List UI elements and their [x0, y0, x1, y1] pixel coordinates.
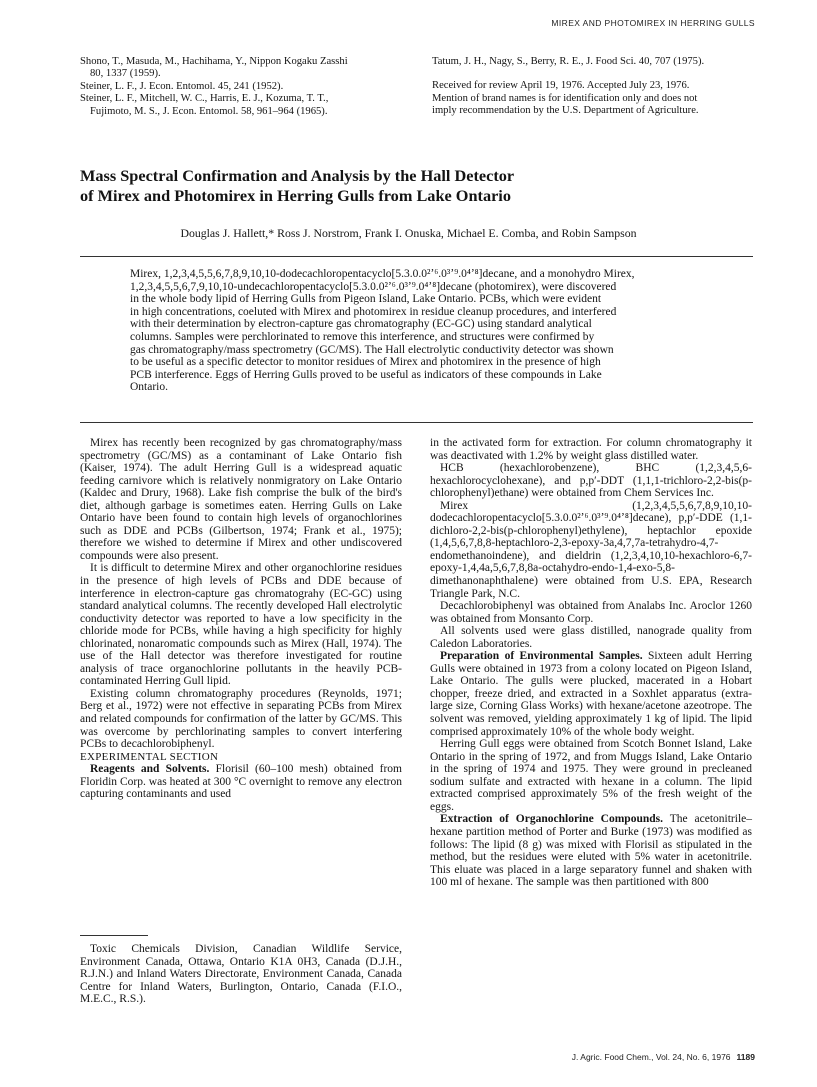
- right-column: [430, 437, 752, 889]
- footnote-rule: [80, 935, 148, 936]
- abstract-line: with their determination by electron-capture gas chromatography (EC-GC) using standard analytical: [130, 318, 592, 331]
- paragraph: Mirex has recently been recognized by gas chromatography/mass spectrometry (GC/MS) as a contaminant of Lake Ontario fish (Kaiser, 1974). The adult Herring Gull is a widespread aquatic feeding carnivore which is relatively nonmigratory on Lake Ontario (Kaldec and Drury, 1968). Lake fish comprise the bulk of the bird's diet, although garbage is sometimes eaten. Herring Gulls on Lake Ontario have been found to contain high levels of organochlorines such as DDE and PCBs (Gilbertson, 1974; Frank et al., 1975); therefore we wished to determine if Mirex and other undiscovered compounds were also present.: [80, 437, 402, 562]
- title-line: of Mirex and Photomirex in Herring Gulls from Lake Ontario: [80, 186, 511, 205]
- rule-top: [80, 256, 753, 257]
- paragraph: Decachlorobiphenyl was obtained from Analabs Inc. Aroclor 1260 was obtained from Monsanto Corp.: [430, 600, 752, 625]
- paragraph: [80, 763, 402, 801]
- abstract-line: PCB interference. Eggs of Herring Gulls proved to be useful as indicators of these compounds in Lake: [130, 368, 602, 381]
- received-note: Received for review April 19, 1976. Accepted July 23, 1976.: [432, 80, 690, 92]
- abstract-line: Ontario.: [130, 381, 169, 394]
- author-list: Douglas J. Hallett,* Ross J. Norstrom, Frank I. Onuska, Michael E. Comba, and Robin Sampson: [180, 226, 637, 240]
- references-right: [432, 56, 752, 118]
- paragraph-text: The acetonitrile–hexane partition method of Porter and Burke (1973) was modified as follows: The lipid (8 g) was mixed with Florisil as stipulated in the method, but the residues were eluted with 5% water in acetonitrile. This eluate was placed in a large separatory funnel and shaken with 100 ml of hexane. The sample was then partitioned with 800: [430, 813, 752, 889]
- brand-disclaimer: Mention of brand names is for identification only and does not: [432, 92, 698, 104]
- paragraph: [430, 813, 752, 888]
- article-title: [80, 166, 740, 206]
- section-heading: EXPERIMENTAL SECTION: [80, 750, 219, 763]
- paragraph-text: Sixteen adult Herring Gulls were obtained in 1973 from a colony located on Pigeon Island, Lake Ontario. The gulls were plucked, macerated in a Hobart chopper, freeze dried, and extracted in a Soxhlet apparatus (extra-large size, Corning Glass Works) with hexane/acetone azeotrope. The solvent was removed, yielding approximately 1 kg of lipid. The lipid comprised approximately 10% of the whole body weight.: [430, 650, 752, 738]
- paragraph: [430, 650, 752, 738]
- paragraph: Herring Gull eggs were obtained from Scotch Bonnet Island, Lake Ontario in the spring of 1972, and from Muggs Island, Lake Ontario in the spring of 1974 and 1975. They were ground in precleaned sodium sulfate and extracted with hexane in a column. The lipid extracted comprised approximately 5% of the fresh weight of the eggs.: [430, 738, 752, 813]
- abstract-line: Mirex, 1,2,3,4,5,5,6,7,8,9,10,10-dodecachloropentacyclo[5.3.0.0²ʼ⁶.0³ʼ⁹.0⁴ʼ⁸]decane, and a monohydro Mirex,: [130, 268, 635, 280]
- paragraph: Mirex (1,2,3,4,5,5,6,7,8,9,10,10-dodecachloropentacyclo[5.3.0.0²ʼ⁶.0³ʼ⁹.0⁴ʼ⁸]decane), p,p′-DDE (1,1-dichloro-2,2-bis(p-chlorophenyl)ethylene), heptachlor epoxide (1,4,5,6,7,8,8-heptachloro-2,3-epoxy-3a,4,7,7a-tetrahydro-4,7-endomethanoindene), and dieldrin (1,2,3,4,10,10-hexachloro-6,7-epoxy-1,4,4a,5,6,7,8,8a-octahydro-endo-1,4-exo-5,8-dimethanonaphthalene) were obtained from U.S. EPA, Research Triangle Park, N.C.: [430, 499, 752, 600]
- abstract-line: in high concentrations, coeluted with Mirex and photomirex in residue cleanup procedures, and interfered: [130, 305, 617, 318]
- page-number: 1189: [736, 1052, 755, 1062]
- reference: Steiner, L. F., J. Econ. Entomol. 45, 241 (1952).: [80, 80, 284, 92]
- abstract-line: gas chromatography/mass spectrometry (GC/MS). The Hall electrolytic conductivity detector was shown: [130, 343, 614, 356]
- run-in-heading: Extraction of Organochlorine Compounds.: [440, 813, 663, 826]
- run-in-heading: Preparation of Environmental Samples.: [440, 650, 643, 663]
- abstract-line: 1,2,3,4,5,5,6,7,9,10,10-undecachloropentacyclo[5.3.0.0²ʼ⁶.0³ʼ⁹.0⁴ʼ⁸]decane (photomirex), were discovered: [130, 280, 617, 293]
- reference-continuation: 80, 1337 (1959).: [90, 68, 161, 80]
- paragraph: Existing column chromatography procedures (Reynolds, 1971; Berg et al., 1972) were not effective in separating PCBs from Mirex and related compounds for confirmation of the latter by GC/MS. This was overcome by perchlorinating samples to convert interfering PCBs to decachlorobiphenyl.: [80, 687, 402, 751]
- references-left: [80, 56, 410, 118]
- paragraph: in the activated form for extraction. For column chromatography it was deactivated with 1.2% by weight glass distilled water.: [430, 437, 752, 462]
- brand-disclaimer: imply recommendation by the U.S. Department of Agriculture.: [432, 105, 699, 117]
- abstract: [130, 268, 690, 394]
- affiliation-footnote: [80, 943, 402, 1006]
- abstract-line: to be useful as a specific detector to monitor residues of Mirex and photomirex in the presence of high: [130, 356, 601, 369]
- reference: Steiner, L. F., Mitchell, W. C., Harris, E. J., Kozuma, T. T.,: [80, 93, 329, 105]
- paragraph: It is difficult to determine Mirex and other organochlorine residues in the presence of high levels of PCBs and DDE because of interference in electron-capture gas chromatograhy (EC-GC) using standard analytical columns. The recently developed Hall electrolytic conductivity detector was reported to have a low specificity in the chloride mode for PCBs, while having a high specificity for highly chlorinated, nonaromatic compounds such as Mirex (Hall, 1974). The use of the Hall detector was therefore investigated for routine analysis of trace organochlorine pollutants in the heavily PCB-contaminated Herring Gull lipid.: [80, 562, 402, 688]
- paragraph: HCB (hexachlorobenzene), BHC (1,2,3,4,5,6-hexachlorocyclohexane), and p,p′-DDT (1,1,1-trichloro-2,2-bis(p-chlorophenyl)ethane) were obtained from Chem Services Inc.: [430, 462, 752, 500]
- page-footer: [572, 1052, 755, 1062]
- reference-continuation: Fujimoto, M. S., J. Econ. Entomol. 58, 961–964 (1965).: [90, 105, 328, 117]
- footnote-text: Toxic Chemicals Division, Canadian Wildlife Service, Environment Canada, Ottawa, Ontario K1A 0H3, Canada (D.J.H., R.J.N.) and Inland Waters Directorate, Environment Canada, Canada Centre for Inland Waters, Burlington, Ontario, Canada (F.I.O., M.E.C., R.S.).: [80, 943, 402, 1006]
- paragraph-text: Florisil (60–100 mesh) obtained from Floridin Corp. was heated at 300 °C overnight to remove any electron capturing contaminants and used: [80, 763, 402, 801]
- title-line: Mass Spectral Confirmation and Analysis by the Hall Detector: [80, 166, 515, 185]
- paragraph: All solvents used were glass distilled, nanograde quality from Caledon Laboratories.: [430, 625, 752, 650]
- left-column: [80, 437, 402, 801]
- journal-citation: J. Agric. Food Chem., Vol. 24, No. 6, 1976: [571, 1052, 731, 1062]
- run-in-heading: Reagents and Solvents.: [90, 763, 210, 776]
- rule-bottom: [80, 422, 753, 423]
- abstract-line: in the whole body lipid of Herring Gulls from Pigeon Island, Lake Ontario. PCBs, which were evident: [130, 293, 602, 306]
- reference: Shono, T., Masuda, M., Hachihama, Y., Nippon Kogaku Zasshi: [80, 56, 348, 67]
- abstract-line: columns. Samples were perchlorinated to remove this interference, and structures were confirmed by: [130, 330, 595, 343]
- reference: Tatum, J. H., Nagy, S., Berry, R. E., J. Food Sci. 40, 707 (1975).: [432, 56, 705, 67]
- running-head: MIREX AND PHOTOMIREX IN HERRING GULLS: [551, 18, 755, 28]
